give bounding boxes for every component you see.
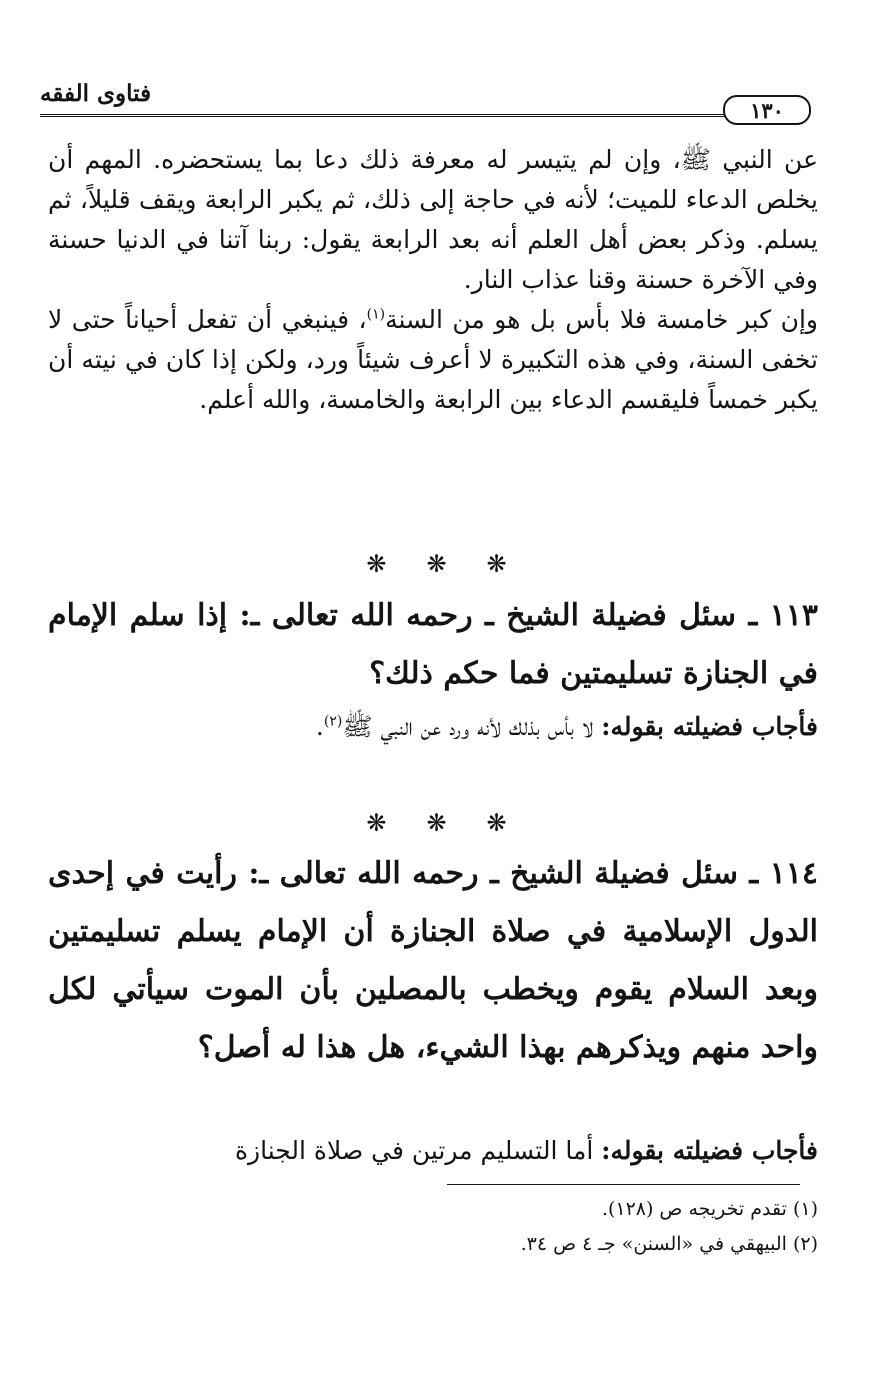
asterism-mark: ❋ — [486, 550, 507, 578]
asterism-mark: ❋ — [426, 809, 447, 837]
footnote-ref: (١) — [366, 306, 386, 323]
body-paragraph: عن النبي ﷺ، وإن لم يتيسر له معرفة ذلك دعا بما يستحضره. المهم أن يخلص الدعاء للميت؛ لأنه في حاجة إلى ذلك، ثم يكبر الرابعة ويقف قليلاً، ثم يسلم. وذكر بعض أهل العلم أنه بعد الرابعة يقول: ربنا آتنا في الدنيا حسنة وفي الآخرة حسنة وقنا عذاب النار. — [48, 145, 819, 294]
answer-lead: فأجاب فضيلته بقوله: — [601, 1136, 818, 1165]
footnote: (١) تقدم تخريجه ص (١٢٨). — [601, 1198, 818, 1220]
answer-text: لا بأس بذلك لأنه ورد عن النبي ﷺ — [342, 712, 594, 741]
asterism-mark: ❋ — [366, 809, 387, 837]
section-separator — [0, 550, 873, 578]
body-paragraph — [48, 300, 818, 420]
footnotes — [48, 1192, 818, 1262]
answer-113 — [48, 706, 818, 748]
running-header — [40, 78, 813, 126]
book-title: فتاوى الفقه — [40, 80, 152, 107]
footnote-rule — [447, 1184, 800, 1185]
section-separator — [0, 809, 873, 837]
asterism-mark: ❋ — [366, 550, 387, 578]
footnote-ref: (٢) — [323, 713, 343, 730]
body-text-segment: وإن كبر خامسة فلا بأس بل هو من السنة — [385, 305, 818, 334]
asterism-mark: ❋ — [486, 809, 507, 837]
answer-end: . — [315, 712, 324, 741]
page-number: ١٣٠ — [723, 95, 811, 125]
answer-114 — [48, 1130, 818, 1172]
body-text-segment: ، فينبغي أن تفعل أحياناً حتى لا تخفى السنة، وفي هذه التكبيرة لا أعرف شيئاً ورد، ولكن إذا كان في نيته أن يكبر خمساً فليقسم الدعاء بين الرابعة والخامسة، والله أعلم. — [48, 305, 818, 414]
answer-continuation — [48, 140, 818, 420]
header-rule — [40, 114, 725, 120]
asterism-mark: ❋ — [426, 550, 447, 578]
answer-lead: فأجاب فضيلته بقوله: — [601, 712, 818, 741]
question-113: ١١٣ ـ سئل فضيلة الشيخ ـ رحمه الله تعالى ـ: إذا سلم الإمام في الجنازة تسليمتين فما حكم ذلك؟ — [48, 598, 818, 691]
question-114: ١١٤ ـ سئل فضيلة الشيخ ـ رحمه الله تعالى ـ: رأيت في إحدى الدول الإسلامية في صلاة الجنازة أن الإمام يسلم تسليمتين وبعد السلام يقوم ويخطب بالمصلين بأن الموت سيأتي لكل واحد منهم ويذكرهم بهذا الشيء، هل هذا له أصل؟ — [48, 856, 818, 1065]
footnote: (٢) البيهقي في «السنن» جـ ٤ ص ٣٤. — [520, 1233, 818, 1255]
answer-text: أما التسليم مرتين في صلاة الجنازة — [234, 1136, 594, 1165]
